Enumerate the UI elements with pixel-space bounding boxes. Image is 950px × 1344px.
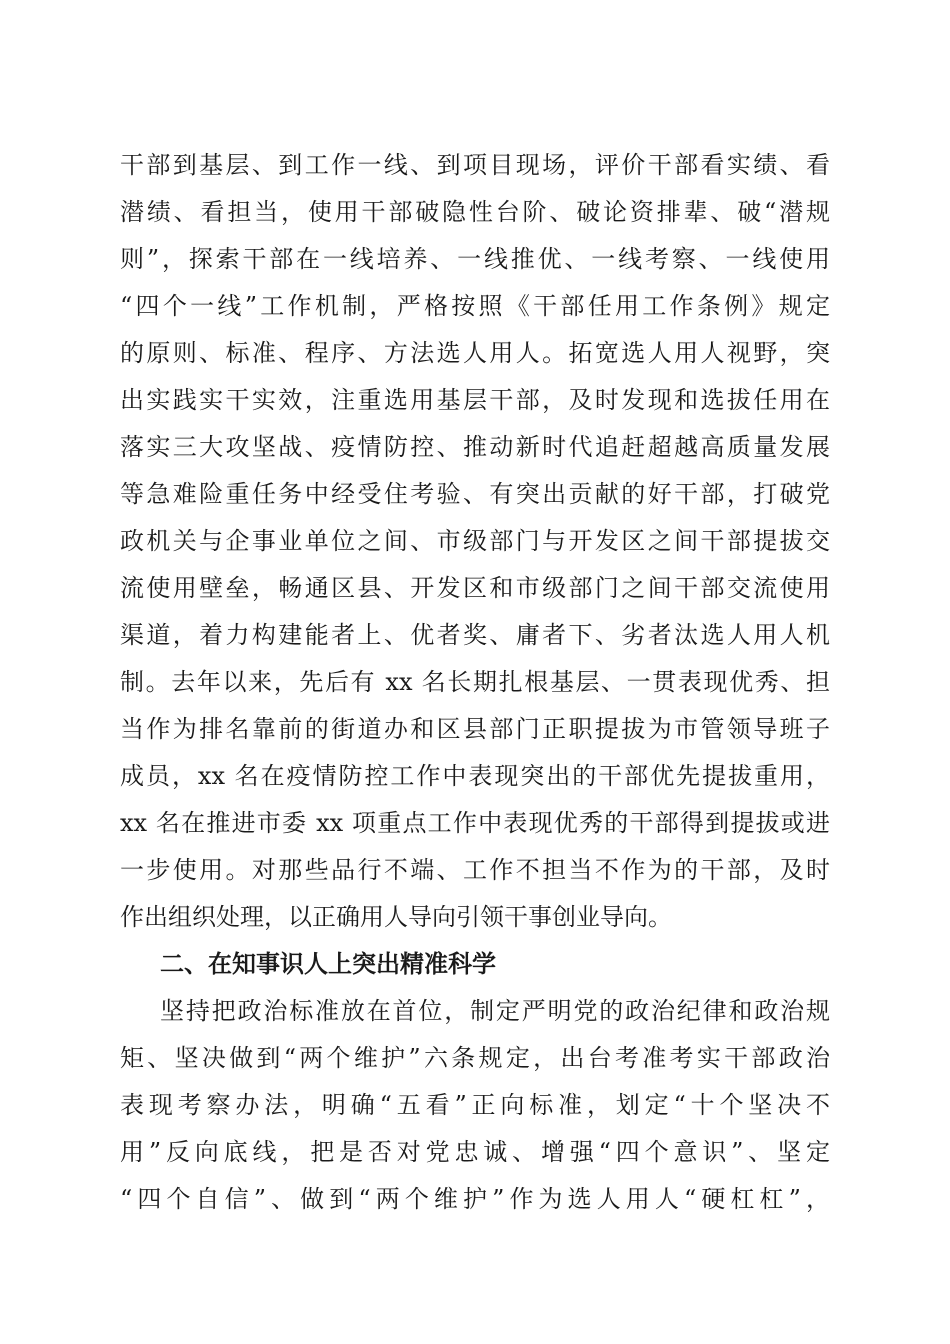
paragraph-line: 则”，探索干部在一线培养、一线推优、一线考察、一线使用	[120, 245, 830, 273]
paragraph-line: 的原则、标准、程序、方法选人用人。拓宽选人用人视野，突	[120, 339, 830, 367]
paragraph-line: 表现考察办法，明确“五看”正向标准，划定“十个坚决不	[120, 1091, 830, 1119]
paragraph-line: 一步使用。对那些品行不端、工作不担当不作为的干部，及时	[120, 856, 830, 884]
paragraph-line: 制。去年以来，先后有 xx 名长期扎根基层、一贯表现优秀、担	[120, 668, 830, 696]
paragraph-line: 用”反向底线，把是否对党忠诚、增强“四个意识”、坚定	[120, 1138, 830, 1166]
paragraph-line: “四个一线”工作机制，严格按照《干部任用工作条例》规定	[120, 292, 830, 320]
paragraph-line: 成员，xx 名在疫情防控工作中表现突出的干部优先提拔重用，	[120, 762, 830, 790]
paragraph-line: 政机关与企事业单位之间、市级部门与开发区之间干部提拔交	[120, 527, 830, 555]
paragraph-line: xx 名在推进市委 xx 项重点工作中表现优秀的干部得到提拔或进	[120, 809, 830, 837]
paragraph-line: 落实三大攻坚战、疫情防控、推动新时代追赶超越高质量发展	[120, 433, 830, 461]
paragraph-line: 潜绩、看担当，使用干部破隐性台阶、破论资排辈、破“潜规	[120, 198, 830, 226]
paragraph-line: 干部到基层、到工作一线、到项目现场，评价干部看实绩、看	[120, 151, 830, 179]
paragraph-line: 出实践实干实效，注重选用基层干部，及时发现和选拔任用在	[120, 386, 830, 414]
paragraph-line: “四个自信”、做到“两个维护”作为选人用人“硬杠杠”，	[120, 1185, 830, 1213]
section-heading: 二、在知事识人上突出精准科学	[160, 950, 496, 978]
paragraph-line: 等急难险重任务中经受住考验、有突出贡献的好干部，打破党	[120, 480, 830, 508]
paragraph-line: 作出组织处理，以正确用人导向引领干事创业导向。	[120, 903, 672, 931]
paragraph-line: 流使用壁垒，畅通区县、开发区和市级部门之间干部交流使用	[120, 574, 830, 602]
paragraph-line: 当作为排名靠前的街道办和区县部门正职提拔为市管领导班子	[120, 715, 830, 743]
paragraph-line: 矩、坚决做到“两个维护”六条规定，出台考准考实干部政治	[120, 1044, 830, 1072]
paragraph-line: 渠道，着力构建能者上、优者奖、庸者下、劣者汰选人用人机	[120, 621, 830, 649]
paragraph-line: 坚持把政治标准放在首位，制定严明党的政治纪律和政治规	[160, 997, 830, 1025]
